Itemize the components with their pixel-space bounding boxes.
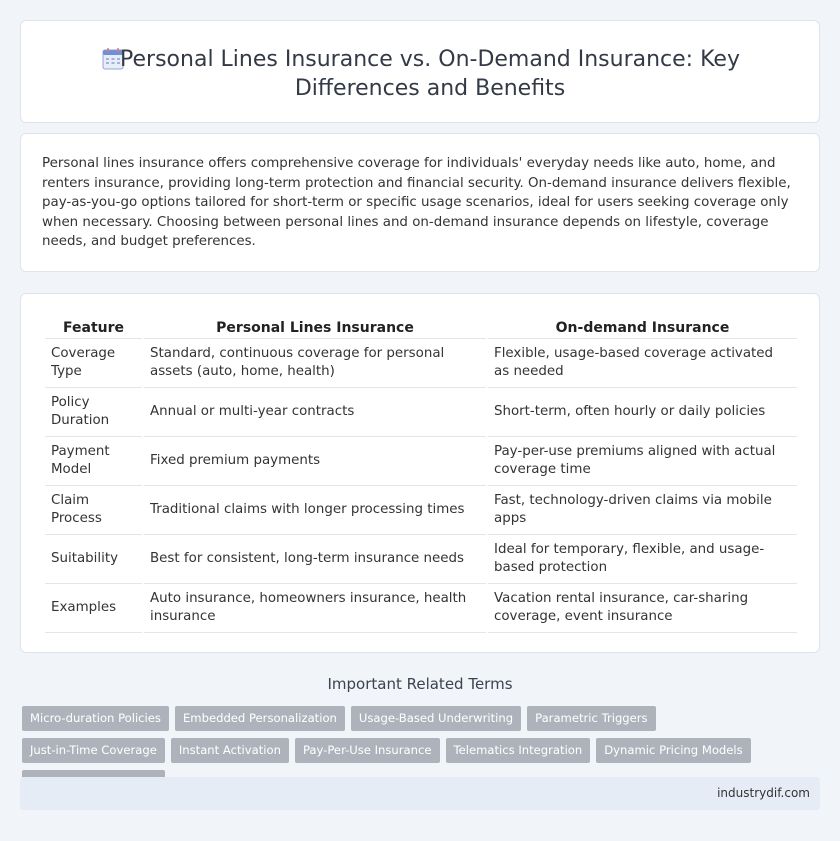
feature-cell: Claim Process [45, 486, 142, 535]
intro-card [20, 133, 820, 272]
related-terms-title: Important Related Terms [327, 675, 513, 693]
footer-site-link[interactable]: industrydif.com [717, 786, 810, 800]
personal-lines-cell: Standard, continuous coverage for personal assets (auto, home, health) [144, 339, 486, 388]
personal-lines-cell: Traditional claims with longer processing times [144, 486, 486, 535]
table-row [45, 339, 797, 388]
comparison-table [43, 312, 799, 633]
tag-embedded-personalization[interactable]: Embedded Personalization [175, 706, 345, 731]
footer [20, 777, 820, 810]
title-card [20, 20, 820, 123]
on-demand-cell: Ideal for temporary, flexible, and usage-based protection [488, 535, 797, 584]
personal-lines-cell: Auto insurance, homeowners insurance, health insurance [144, 584, 486, 633]
tag-dynamic-pricing-models[interactable]: Dynamic Pricing Models [596, 738, 750, 763]
personal-lines-cell: Annual or multi-year contracts [144, 388, 486, 437]
table-row [45, 437, 797, 486]
table-row [45, 584, 797, 633]
feature-cell: Suitability [45, 535, 142, 584]
feature-cell: Policy Duration [45, 388, 142, 437]
header-feature: Feature [45, 312, 142, 339]
feature-cell: Coverage Type [45, 339, 142, 388]
tag-just-in-time-coverage[interactable]: Just-in-Time Coverage [22, 738, 165, 763]
personal-lines-cell: Fixed premium payments [144, 437, 486, 486]
on-demand-cell: Short-term, often hourly or daily policies [488, 388, 797, 437]
intro-paragraph: Personal lines insurance offers comprehensive coverage for individuals' everyday needs like auto, home, and renters insurance, providing long-term protection and financial security. On-demand insurance delivers flexible, pay-as-you-go options tailored for short-term or specific usage scenarios, ideal for users seeking coverage only when necessary. Choosing between personal lines and on-demand insurance depends on lifestyle, coverage needs, and budget preferences. [42, 156, 791, 250]
table-row [45, 535, 797, 584]
tag-parametric-triggers[interactable]: Parametric Triggers [527, 706, 656, 731]
on-demand-cell: Flexible, usage-based coverage activated as needed [488, 339, 797, 388]
comparison-table-card [20, 293, 820, 653]
tag-instant-activation[interactable]: Instant Activation [171, 738, 289, 763]
table-header-row [45, 312, 797, 339]
on-demand-cell: Fast, technology-driven claims via mobile apps [488, 486, 797, 535]
feature-cell: Payment Model [45, 437, 142, 486]
table-row [45, 388, 797, 437]
on-demand-cell: Pay-per-use premiums aligned with actual coverage time [488, 437, 797, 486]
page-title: Personal Lines Insurance vs. On-Demand Insurance: Key Differences and Benefits [120, 47, 740, 101]
personal-lines-cell: Best for consistent, long-term insurance needs [144, 535, 486, 584]
header-on-demand: On-demand Insurance [488, 312, 797, 339]
tag-pay-per-use-insurance[interactable]: Pay-Per-Use Insurance [295, 738, 440, 763]
header-personal-lines: Personal Lines Insurance [144, 312, 486, 339]
on-demand-cell: Vacation rental insurance, car-sharing coverage, event insurance [488, 584, 797, 633]
tag-usage-based-underwriting[interactable]: Usage-Based Underwriting [351, 706, 521, 731]
table-row [45, 486, 797, 535]
tag-micro-duration-policies[interactable]: Micro-duration Policies [22, 706, 169, 731]
tag-telematics-integration[interactable]: Telematics Integration [446, 738, 591, 763]
feature-cell: Examples [45, 584, 142, 633]
